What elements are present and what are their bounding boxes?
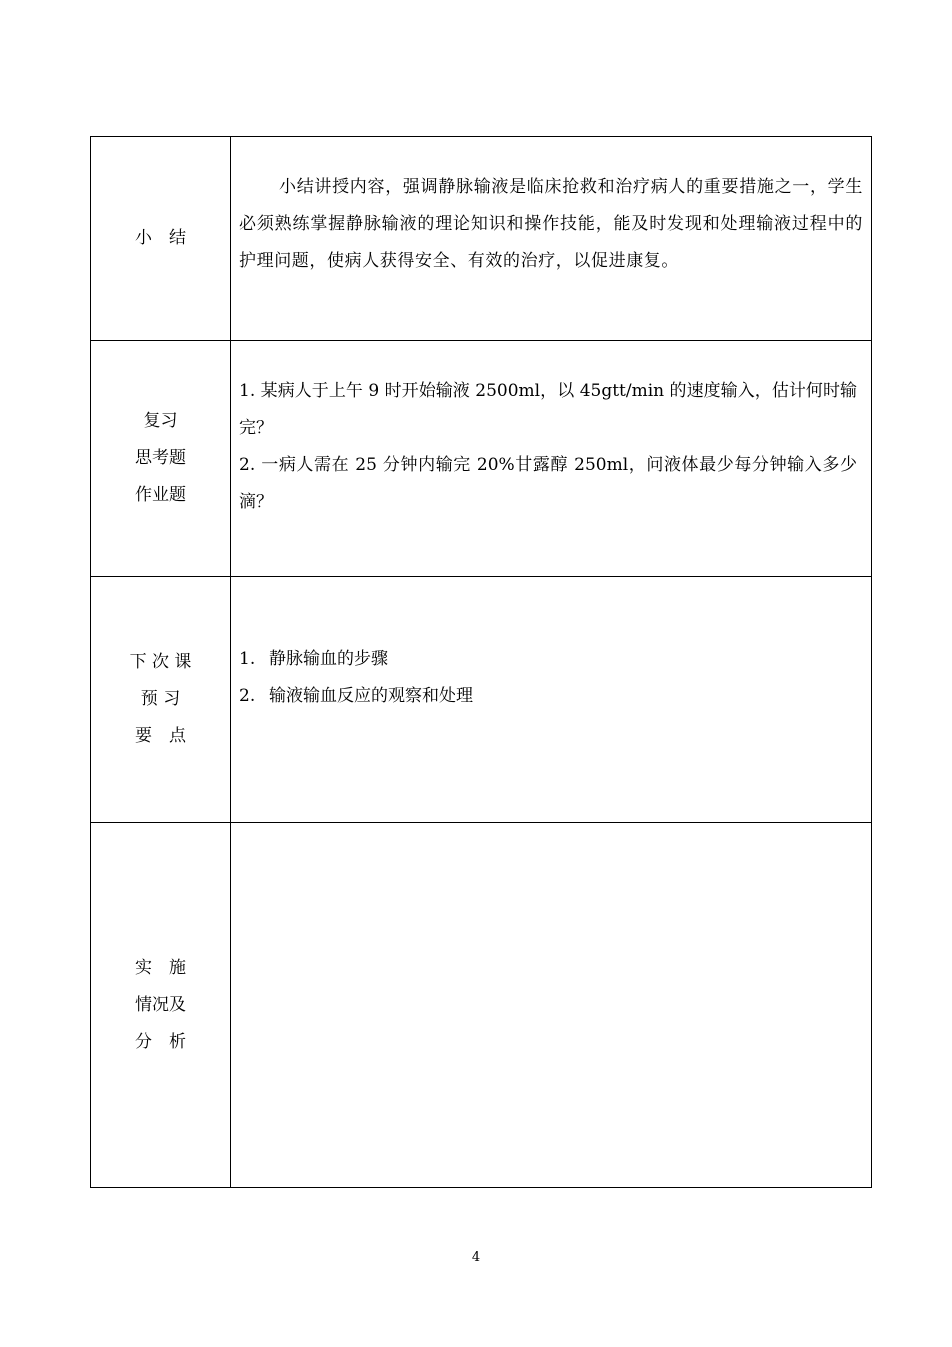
preview-label-line-3: 要 点	[135, 726, 186, 746]
page-number: 4	[471, 1250, 481, 1265]
review-question-1: 1. 某病人于上午 9 时开始输液 2500ml，以 45gtt/min 的速度输入，估计何时输完？	[239, 381, 857, 438]
review-label-line-3: 作业题	[135, 485, 186, 505]
review-label-cell	[91, 341, 231, 577]
preview-label-cell	[91, 577, 231, 823]
review-label-line-2: 思考题	[135, 448, 186, 468]
implementation-label-line-2: 情况及	[135, 994, 186, 1015]
review-row	[91, 341, 872, 577]
summary-text: 小结讲授内容，强调静脉输液是临床抢救和治疗病人的重要措施之一，学生必须熟练掌握静脉输液的理论知识和操作技能，能及时发现和处理输液过程中的护理问题，使病人获得安全、有效的治疗，以促进康复。	[239, 177, 863, 271]
preview-label-line-1: 下 次 课	[129, 652, 192, 672]
preview-content-cell	[231, 577, 872, 823]
summary-content-cell	[231, 137, 872, 341]
summary-row	[91, 137, 872, 341]
preview-item-2	[239, 678, 863, 715]
implementation-label-cell	[91, 823, 231, 1188]
preview-item-1-text: 静脉输血的步骤	[269, 649, 388, 669]
preview-item-1-number: 1.	[239, 649, 256, 669]
summary-label-cell	[91, 137, 231, 341]
review-label-line-1: 复习	[143, 411, 178, 431]
preview-item-1	[239, 641, 863, 678]
implementation-label-line-3: 分 析	[135, 1031, 186, 1052]
review-content-cell	[231, 341, 872, 577]
preview-row	[91, 577, 872, 823]
implementation-row	[91, 823, 872, 1188]
summary-label: 小 结	[135, 228, 186, 248]
implementation-content-cell	[231, 823, 872, 1188]
preview-label-line-2: 预 习	[140, 689, 181, 709]
preview-item-2-number: 2.	[239, 686, 256, 706]
preview-item-2-text: 输液输血反应的观察和处理	[269, 686, 473, 706]
implementation-label-line-1: 实 施	[135, 957, 186, 978]
review-question-2: 2. 一病人需在 25 分钟内输完 20%甘露醇 250ml，问液体最少每分钟输入多少滴？	[239, 455, 857, 512]
lesson-plan-table	[90, 136, 872, 1188]
